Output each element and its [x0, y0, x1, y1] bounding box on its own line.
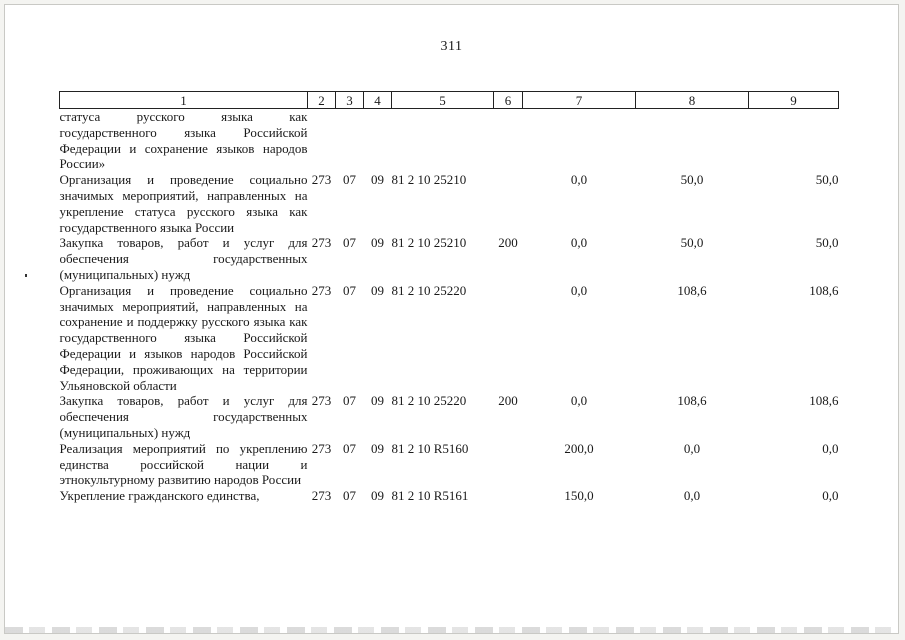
subsection-code: 09 — [371, 440, 384, 456]
table-row — [60, 393, 839, 440]
amount-col8: 108,6 — [677, 393, 707, 409]
subsection-code: 09 — [371, 235, 384, 251]
column-header-7: 7 — [523, 92, 636, 109]
scan-edge-artifact — [5, 627, 898, 633]
expense-type-code — [494, 488, 523, 504]
amount-col8: 0,0 — [683, 440, 701, 456]
item-name: Закупка товаров, работ и услуг для обеспечения государственных (муниципальных) нужд — [59, 235, 308, 282]
column-header-9: 9 — [749, 92, 839, 109]
column-header-1: 1 — [60, 92, 308, 109]
amount-col9: 0,0 — [822, 488, 839, 504]
budget-table — [59, 91, 839, 504]
column-header-6: 6 — [494, 92, 523, 109]
expense-type-code — [494, 172, 523, 235]
column-header-3: 3 — [336, 92, 364, 109]
amount-col8: 50,0 — [680, 172, 704, 188]
column-header-5: 5 — [392, 92, 494, 109]
subsection-code: 09 — [371, 282, 384, 298]
section-code: 07 — [343, 235, 356, 251]
table-row — [60, 109, 839, 173]
table-row — [60, 488, 839, 504]
amount-col7: 0,0 — [570, 282, 588, 298]
table-row — [60, 235, 839, 282]
item-name: статуса русского языка как государственного языка Российской Федерации и сохранение языков народов России» — [59, 109, 308, 172]
target-article-code: 81 2 10 25220 — [391, 393, 467, 409]
ministry-code: 273 — [311, 393, 332, 409]
amount-col8: 0,0 — [683, 488, 701, 504]
amount-col7: 0,0 — [570, 172, 588, 188]
column-number-row — [60, 92, 839, 109]
amount-col8: 108,6 — [677, 282, 707, 298]
ministry-code — [308, 109, 336, 173]
column-header-4: 4 — [364, 92, 392, 109]
amount-col9: 50,0 — [815, 235, 839, 251]
document-page — [4, 4, 899, 634]
ministry-code: 273 — [311, 172, 332, 188]
amount-col7: 0,0 — [570, 235, 588, 251]
item-name: Укрепление гражданского единства, — [59, 488, 260, 504]
amount-col7 — [523, 109, 636, 173]
expense-type-code — [494, 441, 523, 488]
subsection-code: 09 — [371, 488, 384, 504]
section-code — [336, 109, 364, 173]
amount-col7: 200,0 — [564, 440, 594, 456]
amount-col7: 150,0 — [564, 488, 594, 504]
expense-type-code: 200 — [498, 393, 518, 409]
table-row — [60, 172, 839, 235]
expense-type-code — [494, 283, 523, 394]
expense-type-code — [494, 109, 523, 173]
amount-col7: 0,0 — [570, 393, 588, 409]
item-name: Реализация мероприятий по укреплению единства российской нации и этнокультурному развитию народов России — [59, 440, 308, 488]
expense-type-code: 200 — [498, 235, 518, 251]
target-article-code: 81 2 10 R5161 — [391, 488, 469, 504]
scan-mark — [25, 274, 27, 277]
ministry-code: 273 — [311, 488, 332, 504]
table-row — [60, 441, 839, 488]
section-code: 07 — [343, 282, 356, 298]
section-code: 07 — [343, 393, 356, 409]
target-article-code: 81 2 10 25210 — [391, 172, 467, 188]
target-article-code: 81 2 10 R5160 — [391, 440, 469, 456]
section-code: 07 — [343, 172, 356, 188]
target-article-code: 81 2 10 25220 — [391, 282, 467, 298]
amount-col9: 50,0 — [815, 172, 839, 188]
subsection-code: 09 — [371, 172, 384, 188]
amount-col9 — [749, 109, 839, 173]
target-article-code — [392, 109, 494, 173]
ministry-code: 273 — [311, 282, 332, 298]
table-row — [60, 283, 839, 394]
ministry-code: 273 — [311, 235, 332, 251]
ministry-code: 273 — [311, 440, 332, 456]
subsection-code: 09 — [371, 393, 384, 409]
column-header-2: 2 — [308, 92, 336, 109]
amount-col8 — [636, 109, 749, 173]
amount-col8: 50,0 — [680, 235, 704, 251]
amount-col9: 108,6 — [809, 393, 839, 409]
column-header-8: 8 — [636, 92, 749, 109]
target-article-code: 81 2 10 25210 — [391, 235, 467, 251]
item-name: Закупка товаров, работ и услуг для обеспечения государственных (муниципальных) нужд — [59, 393, 308, 440]
item-name: Организация и проведение социально значимых мероприятий, направленных на укрепление статуса русского языка как государственного языка России — [59, 172, 308, 235]
subsection-code — [364, 109, 392, 173]
amount-col9: 0,0 — [822, 440, 839, 456]
page-number: 311 — [440, 39, 463, 54]
item-name: Организация и проведение социально значимых мероприятий, направленных на сохранение и поддержку русского языка как государственного языка Российской Федерации и языков народов Российской Федерации, проживающих на территории Ульяновской области — [59, 282, 308, 393]
section-code: 07 — [343, 488, 356, 504]
section-code: 07 — [343, 440, 356, 456]
amount-col9: 108,6 — [809, 282, 839, 298]
